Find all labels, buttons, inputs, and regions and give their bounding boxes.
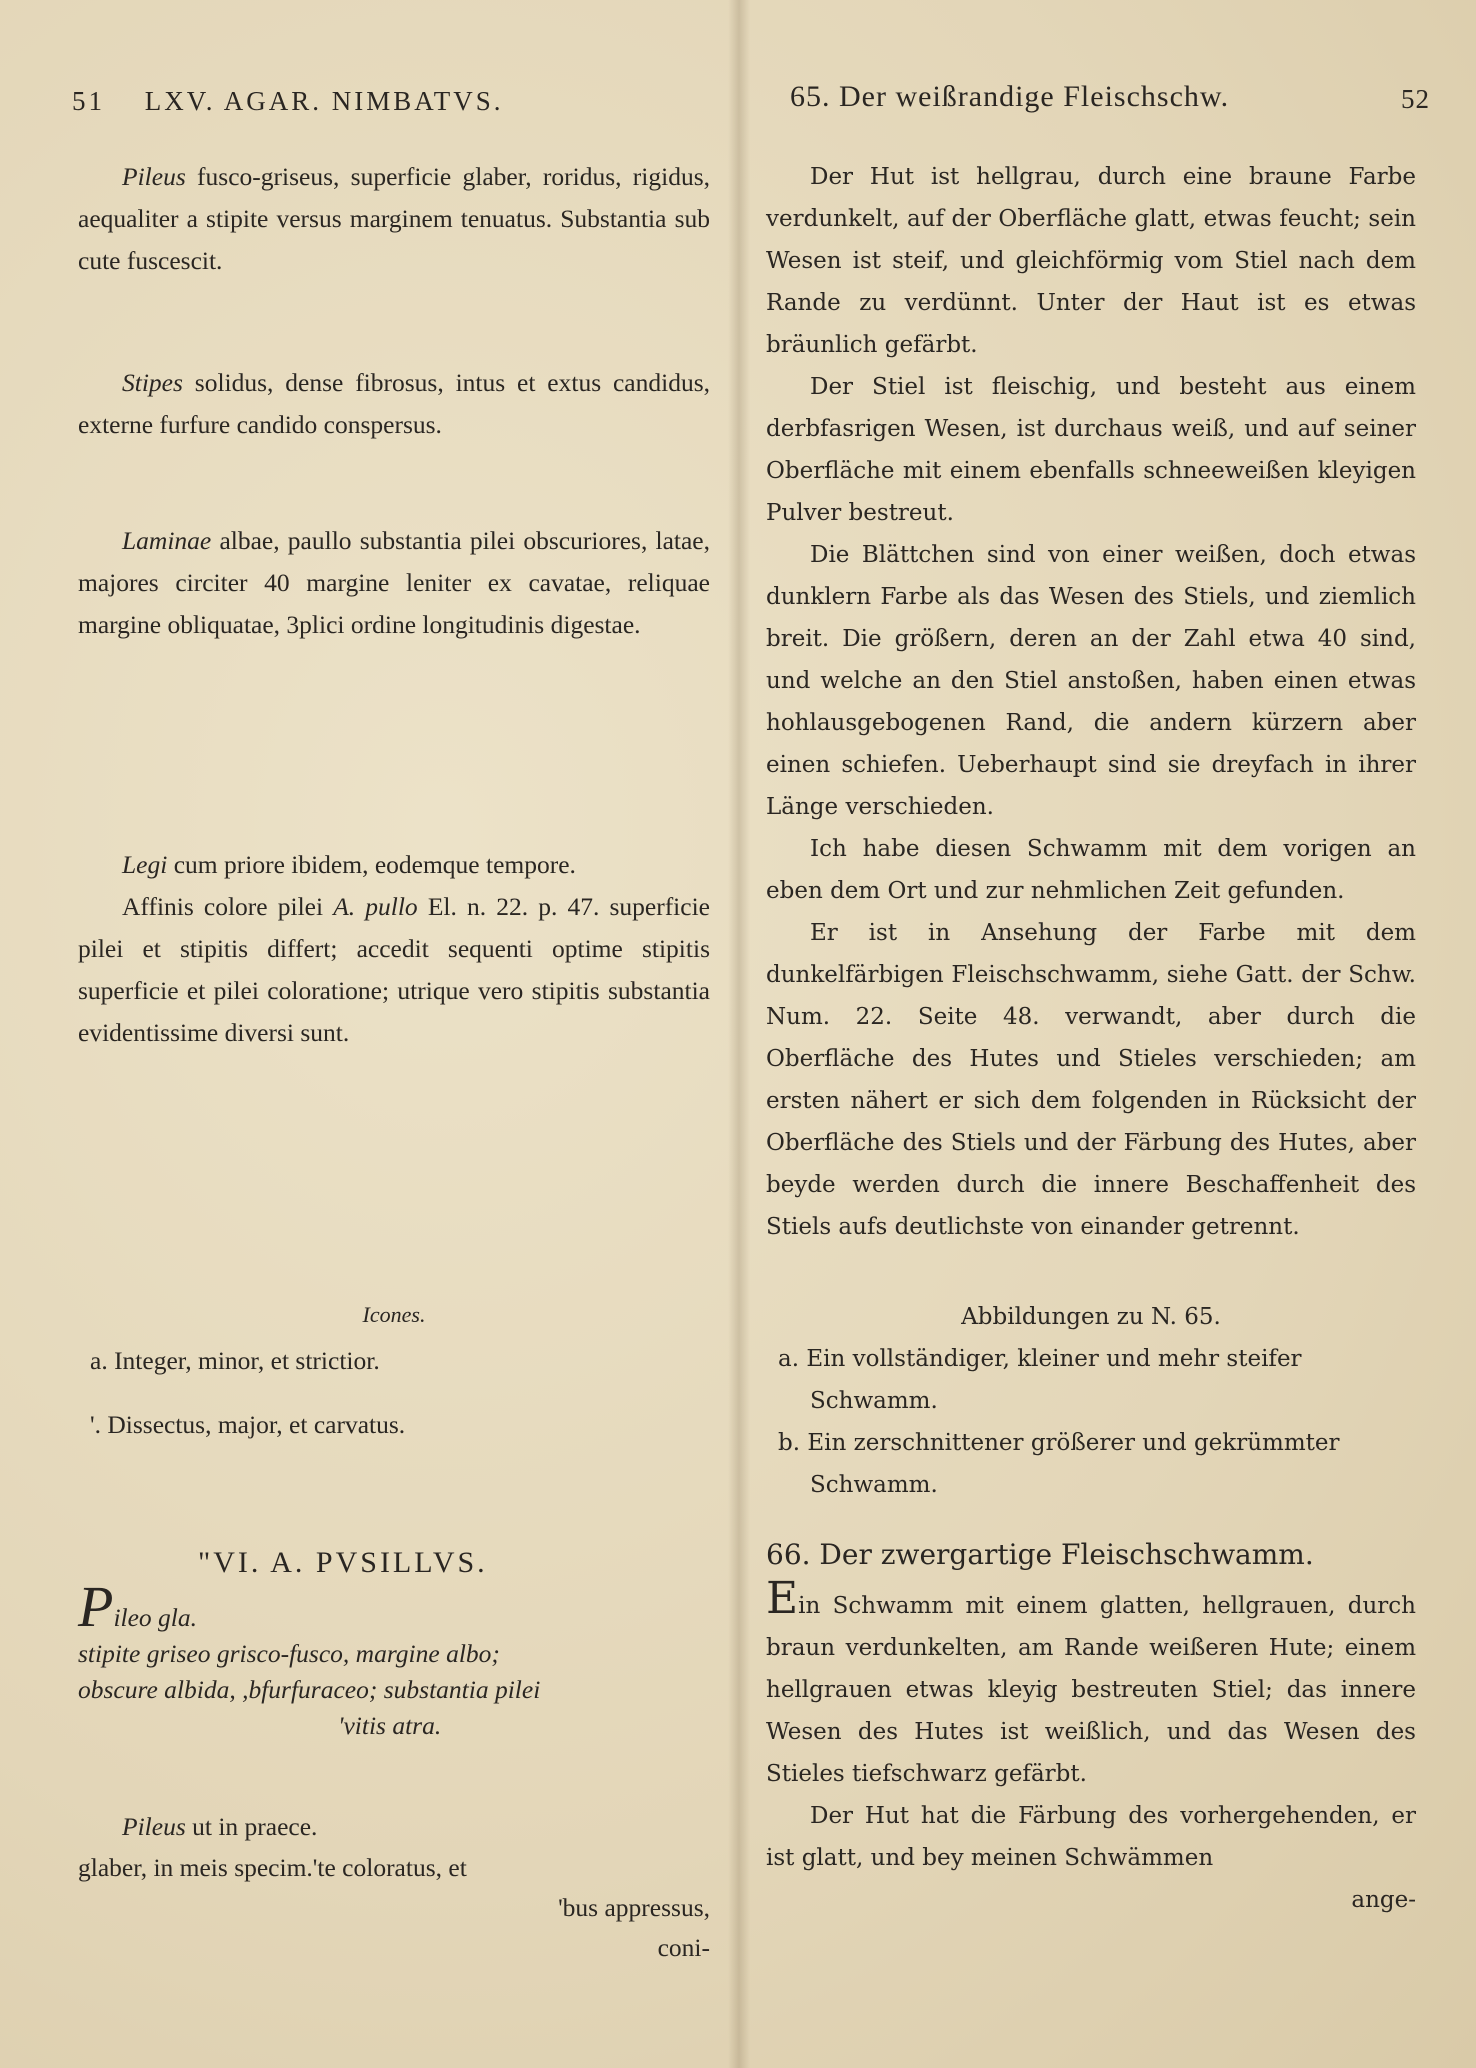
right-page-number: 52 — [1401, 84, 1430, 114]
abbildungen-section — [766, 1296, 1416, 1506]
pusillus-section — [78, 1542, 710, 1744]
hut-paragraph: Der Hut ist hellgrau, durch eine braune Farbe verdunkelt, auf der Oberfläche glatt, etwas feucht; sein Wesen ist steif, und gleichförmig vom Stiel nach dem Rande zu verdünnt. Unter der Haut ist es etwas bräunlich gefärbt. — [766, 164, 1416, 358]
laminae-paragraph — [78, 520, 710, 646]
diag-line-4: 'vitis atra. — [338, 1711, 442, 1740]
legi-paragraph — [78, 844, 710, 1054]
pileus2-line-2: glaber, in meis specim.'te coloratus, et — [78, 1853, 467, 1882]
laminae-label: Laminae — [122, 526, 212, 555]
abbildungen-item-a: a. Ein vollständiger, kleiner und mehr steifer Schwamm. — [778, 1346, 1302, 1414]
pileus2-line-3: 'bus appressus, — [558, 1893, 710, 1922]
diag-line-3: obscure albida, ,bfurfuraceo; substantia pilei — [78, 1675, 541, 1704]
right-head-title: 65. Der weißrandige Fleischschw. — [790, 80, 1230, 113]
affinis-text-1: Affinis colore pilei — [122, 892, 324, 921]
icones-section — [78, 1294, 710, 1446]
affinis-text-2: El. n. 22. p. 47. superficie pilei et stipitis differt; accedit sequenti optime stipitis superficie et pilei coloratione; utrique vero stipitis substantia evidentissime diversi sunt. — [78, 892, 710, 1047]
stipes-label: Stipes — [122, 368, 183, 397]
zwergartige-section — [766, 1534, 1416, 1921]
abbildungen-item-b: b. Ein zerschnittener größerer und gekrümmter Schwamm. — [778, 1430, 1340, 1498]
pileus2-line-1: ut in praece. — [192, 1812, 318, 1841]
affinis-paragraph — [78, 886, 710, 1054]
pileus-paragraph — [78, 156, 710, 282]
legi-text: cum priore ibidem, eodemque tempore. — [173, 850, 576, 879]
icones-item-a: a. Integer, minor, et strictior. — [90, 1346, 380, 1375]
zwergartige-title: 66. Der zwergartige Fleischschwamm. — [766, 1538, 1314, 1571]
pileus-text: fusco-griseus, superficie glaber, roridus, rigidus, aequaliter a stipite versus marginem tenuatus. Substantia sub cute fuscescit. — [78, 162, 710, 275]
left-head-title: LXV. AGAR. NIMBATVS. — [144, 86, 504, 116]
icones-heading: Icones. — [362, 1302, 426, 1327]
pileus2-line-4: coni- — [657, 1933, 710, 1962]
right-running-head — [790, 80, 1430, 115]
legi-label: Legi — [122, 850, 168, 879]
pusillus-title: "VI. A. PVSILLVS. — [198, 1546, 488, 1579]
blaettchen-paragraph: Die Blättchen sind von einer weißen, doch etwas dunklern Farbe als das Wesen des Stiels, und ziemlich breit. Die größern, deren an der Zahl etwa 40 sind, und welche an den Stiel anstoßen, haben einen etwas hohlausgebogenen Rand, die andern kürzern aber einen schiefen. Ueberhaupt sind sie dreyfach in ihrer Länge verschieden. — [766, 542, 1416, 820]
desc-text: in Schwamm mit einem glatten, hellgrauen, durch braun verdunkelten, am Rande weißeren Hute; einem hellgrauen etwas kleyig bestreuten Stiel; das innere Wesen des Hutes ist weißlich, und das Wesen des Stieles tiefschwarz gefärbt. — [766, 1593, 1416, 1787]
abbildungen-heading: Abbildungen zu N. 65. — [961, 1304, 1221, 1330]
left-page-number: 51 — [72, 86, 105, 116]
catchword: ange- — [1351, 1887, 1416, 1913]
pileus2-label: Pileus — [122, 1812, 186, 1841]
right-body — [766, 156, 1416, 1248]
verwandt-paragraph: Er ist in Ansehung der Farbe mit dem dunkelfärbigen Fleischschwamm, siehe Gatt. der Schw. Num. 22. Seite 48. verwandt, aber durch die Oberfläche des Hutes und Stieles verschieden; am ersten nähert er sich dem folgenden in Rücksicht der Oberfläche des Stiels und der Färbung des Hutes, aber beyde werden durch die innere Beschaffenheit des Stiels aufs deutlichste von einander getrennt. — [766, 920, 1416, 1240]
icones-item-b: '. Dissectus, major, et carvatus. — [90, 1410, 406, 1439]
right-page — [738, 0, 1476, 2068]
diag-line-1: ileo gla. — [113, 1603, 198, 1632]
pusillus-diagnosis — [78, 1574, 710, 1744]
stipes-paragraph — [78, 362, 710, 446]
affinis-ref: A. pullo — [333, 892, 418, 921]
laminae-text: albae, paullo substantia pilei obscuriores, latae, majores circiter 40 margine leniter ex cavatae, reliquae margine obliquatae, 3plici ordine longitudinis digestae. — [78, 526, 710, 639]
stiel-paragraph: Der Stiel ist fleischig, und besteht aus einem derbfasrigen Wesen, ist durchaus weiß, und auf seiner Oberfläche mit einem ebenfalls schneeweißen kleyigen Pulver bestreut. — [766, 374, 1416, 526]
diag-line-2: stipite griseo grisco-fusco, margine albo; — [78, 1639, 500, 1668]
left-running-head — [72, 86, 504, 117]
desc-initial: E — [766, 1573, 799, 1624]
hut2-paragraph: Der Hut hat die Färbung des vorhergehenden, er ist glatt, und bey meinen Schwämmen — [766, 1803, 1416, 1871]
fundort-paragraph: Ich habe diesen Schwamm mit dem vorigen an eben dem Ort und zur nehmlichen Zeit gefunden. — [766, 836, 1416, 904]
pileus2-paragraph — [78, 1806, 710, 1968]
pileus-label: Pileus — [122, 162, 186, 191]
stipes-text: solidus, dense fibrosus, intus et extus candidus, externe furfure candido conspersus. — [78, 368, 710, 439]
zwergartige-description — [766, 1573, 1416, 1795]
diag-initial: P — [78, 1574, 114, 1639]
